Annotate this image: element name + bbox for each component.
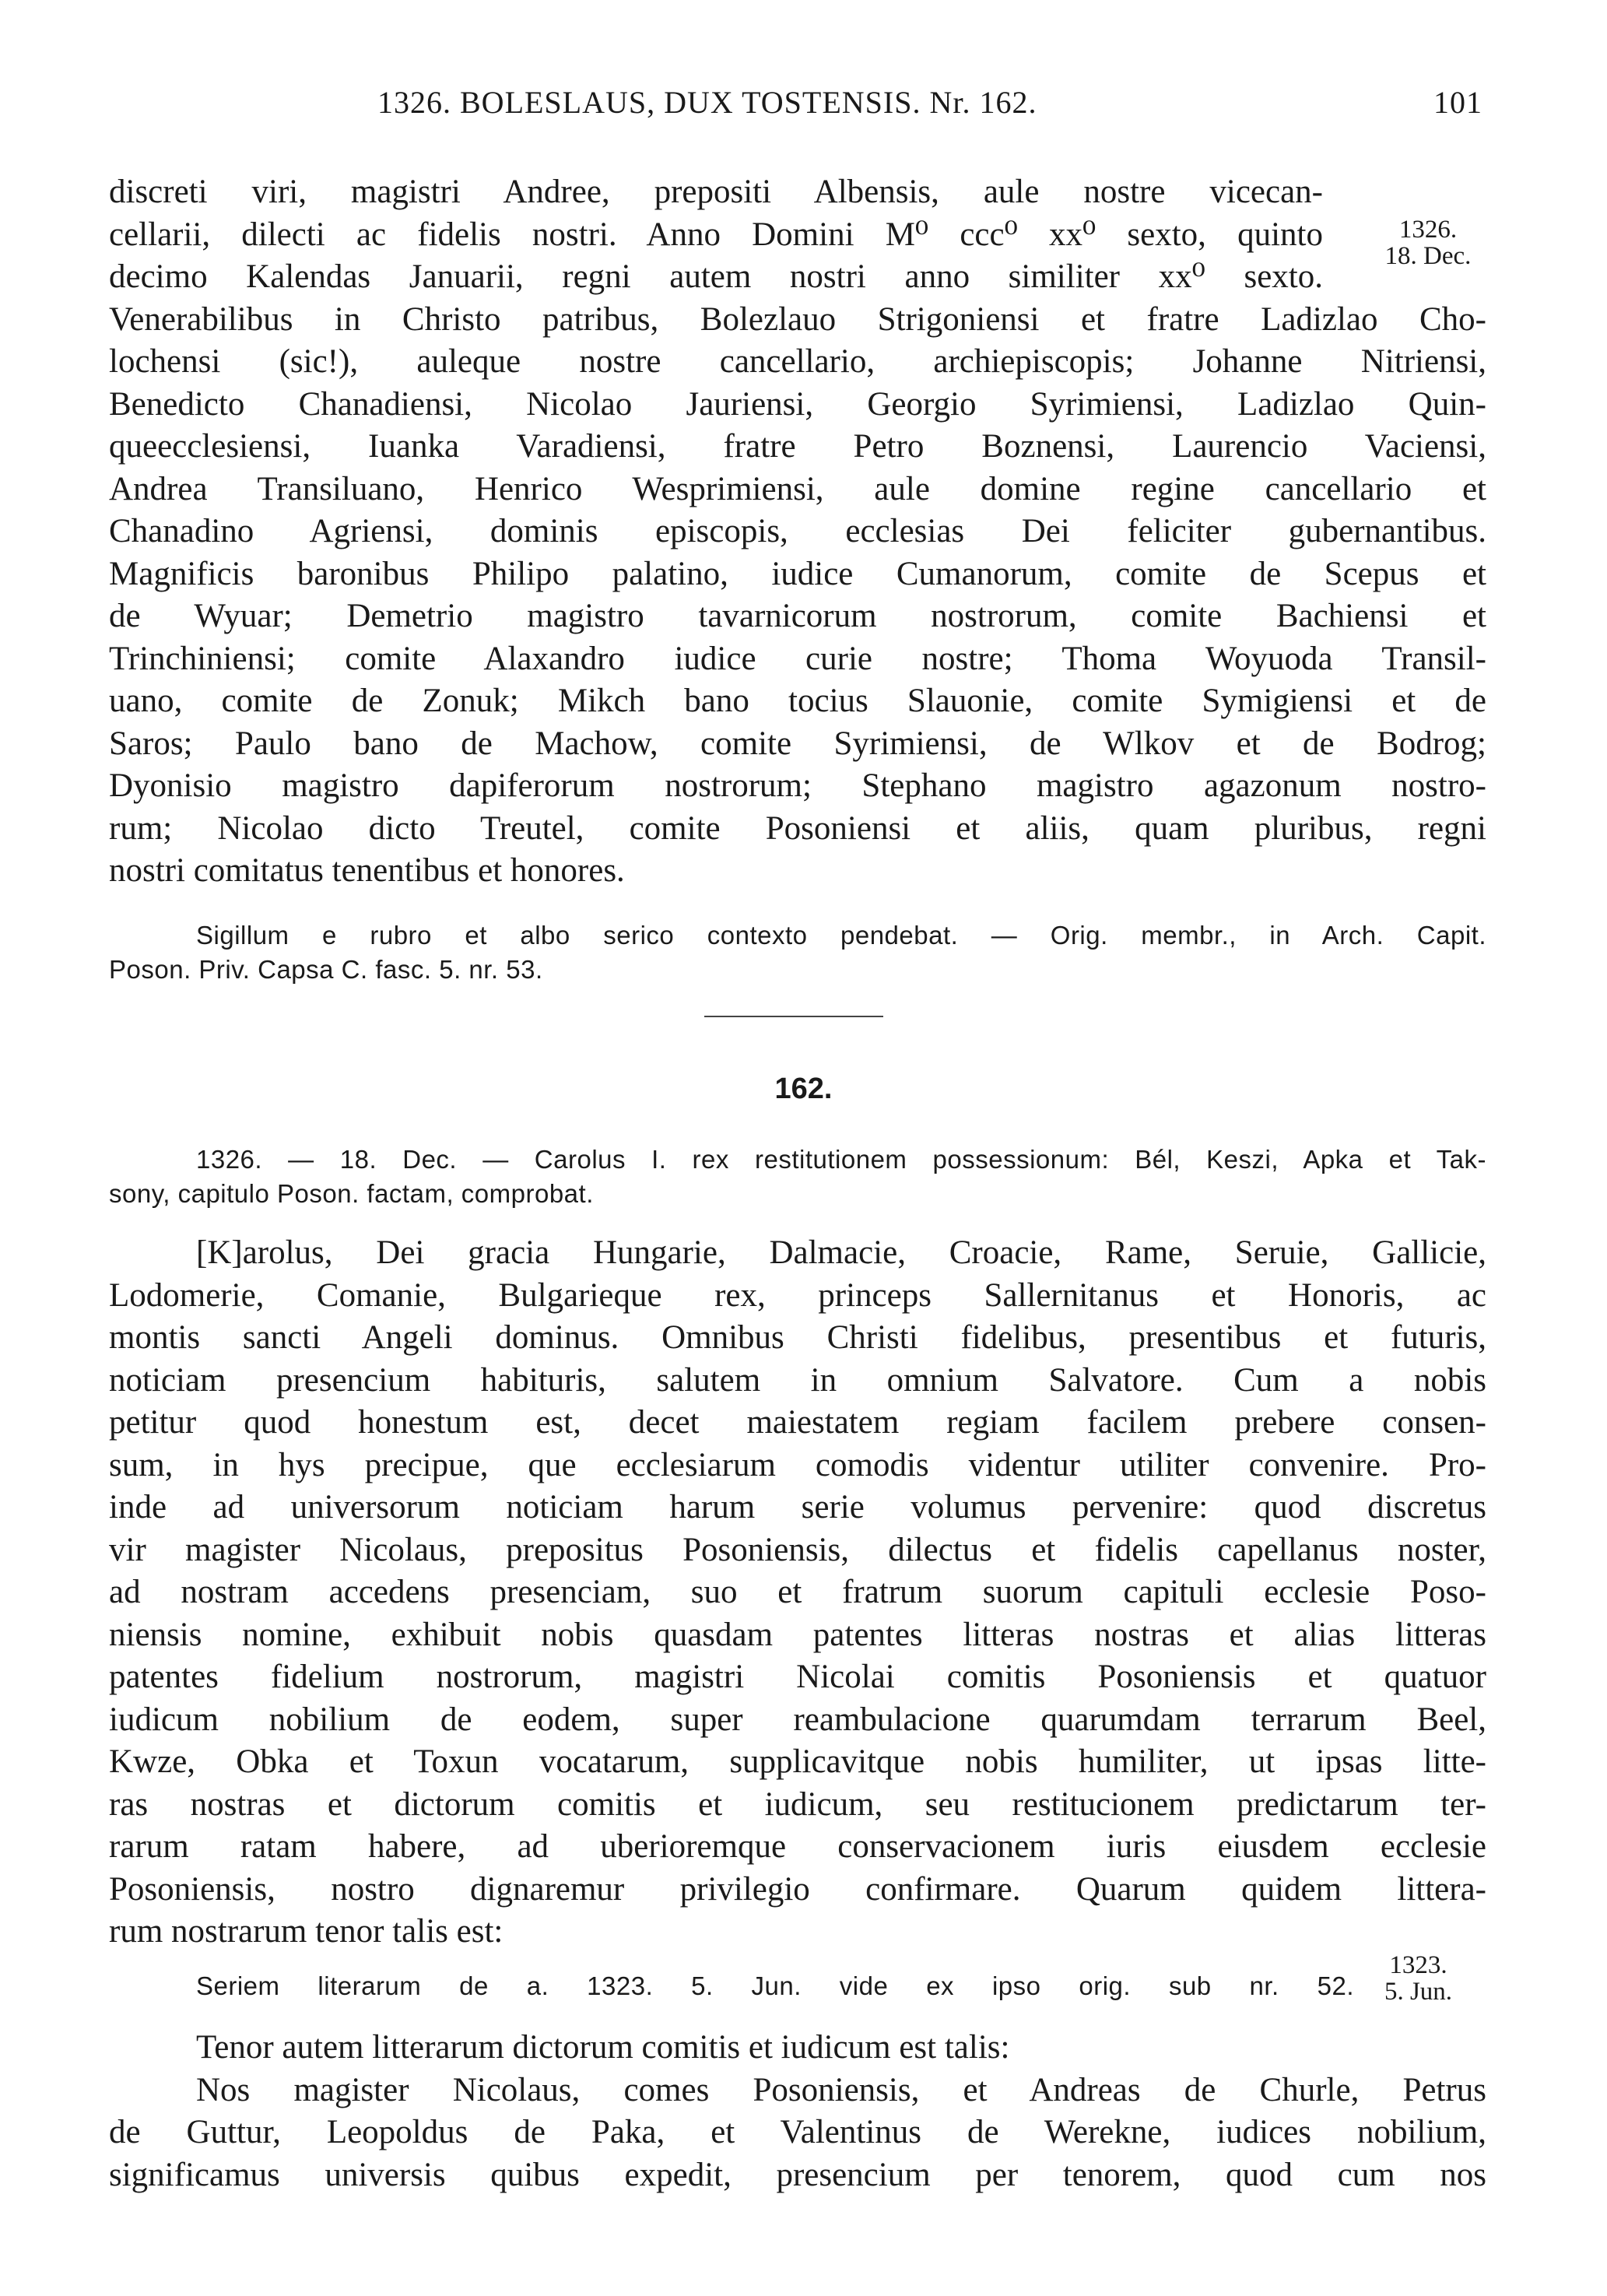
margin-day: 5. Jun. [1384,1978,1453,2006]
regest-summary [109,1143,1486,1211]
text-line: rum nostrarum tenor talis est: [109,1913,504,1950]
text-line: Lodomerie, Comanie, Bulgarieque rex, princeps Sallernitanus et Honoris, ac [109,1276,1486,1314]
text-line: uano, comite de Zonuk; Mikch bano tocius Slauonie, comite Symigiensi et de [109,683,1486,719]
text-line: Dyonisio magistro dapiferorum nostrorum; Stephano magistro agazonum nostro- [109,767,1486,804]
source-note [109,918,1486,987]
text-line: rum; Nicolao dicto Treutel, comite Posoniensi et aliis, quam pluribus, regni [109,809,1486,847]
running-header [109,84,1482,131]
text-line: Tenor autem litterarum dictorum comitis et iudicum est talis: [196,2029,1010,2066]
text-line: Andrea Transiluano, Henrico Wesprimiensi, aule domine regine cancellario et [109,470,1486,507]
text-line: nostri comitatus tenentibus et honores. [109,852,625,889]
text-line: Venerabilibus in Christo patribus, Bolezlauo Strigoniensi et fratre Ladizlao Cho- [109,300,1486,338]
text-line: petitur quod honestum est, decet maiestatem regiam facilem prebere consen- [109,1404,1486,1441]
text-line: cellarii, dilecti ac fidelis nostri. Anno Domini M⁰ ccc⁰ xx⁰ sexto, quinto [109,216,1323,253]
text-line: significamus universis quibus expedit, presencium per tenorem, quod cum nos [109,2156,1486,2193]
margin-year: 1323. [1389,1951,1447,1979]
text-line: vir magister Nicolaus, prepositus Posoniensis, dilectus et fidelis capellanus noster, [109,1531,1486,1568]
charter-text-inserted [109,2027,1486,2196]
regest-line: sony, capitulo Poson. factam, comprobat. [109,1179,594,1208]
text-line: Benedicto Chanadiensi, Nicolao Jauriensi, Georgio Syrimiensi, Ladizlao Quin- [109,385,1486,423]
regest-line: 1326. — 18. Dec. — Carolus I. rex restitutionem possessionum: Bél, Keszi, Apka et Tak- [196,1145,1486,1174]
text-line: niensis nomine, exhibuit nobis quasdam patentes litteras nostras et alias litteras [109,1616,1486,1653]
text-line: Chanadino Agriensi, dominis episcopis, ecclesias Dei feliciter gubernantibus. [109,513,1486,549]
text-line: lochensi (sic!), auleque nostre cancellario, archiepiscopis; Johanne Nitriensi, [109,343,1486,380]
text-line: Saros; Paulo bano de Machow, comite Syrimiensi, de Wlkov et de Bodrog; [109,725,1486,762]
margin-date-1323 [1350,1952,1486,2005]
header-title: 1326. BOLESLAUS, DUX TOSTENSIS. Nr. 162. [377,85,1037,120]
text-line: inde ad universorum noticiam harum serie volumus pervenire: quod discretus [109,1489,1486,1525]
margin-year: 1326. [1398,216,1458,244]
text-line: patentes fidelium nostrorum, magistri Nicolai comitis Posoniensis et quatuor [109,1659,1486,1695]
page-number: 101 [1433,85,1482,120]
reference-note [109,1969,1354,2003]
text-line: de Wyuar; Demetrio magistro tavarnicorum nostrorum, comite Bachiensi et [109,598,1486,634]
text-line: ras nostras et dictorum comitis et iudicum, seu restitucionem predictarum ter- [109,1785,1486,1823]
note-line: Sigillum e rubro et albo serico contexto pendebat. — Orig. membr., in Arch. Capit. [196,921,1486,950]
document-number: 162. [774,1073,833,1105]
text-line: ad nostram accedens presenciam, suo et fratrum suorum capituli ecclesie Poso- [109,1574,1486,1610]
text-line: Magnificis baronibus Philipo palatino, iudice Cumanorum, comite de Scepus et [109,555,1486,592]
text-line: queecclesiensi, Iuanka Varadiensi, fratre Petro Boznensi, Laurencio Vaciensi, [109,428,1486,465]
note-line: Poson. Priv. Capsa C. fasc. 5. nr. 53. [109,955,543,984]
charter-text-continued [109,171,1486,893]
text-line: Posoniensis, nostro dignaremur privilegio confirmare. Quarum quidem littera- [109,1870,1486,1908]
charter-text [109,1232,1486,1954]
text-line: Trinchiniensi; comite Alaxandro iudice curie nostre; Thoma Woyuoda Transil- [109,640,1486,677]
text-line: decimo Kalendas Januarii, regni autem nostri anno similiter xx⁰ sexto. [109,258,1323,295]
text-line: iudicum nobilium de eodem, super reambulacione quarumdam terrarum Beel, [109,1701,1486,1738]
text-line: noticiam presencium habituris, salutem in omnium Salvatore. Cum a nobis [109,1361,1486,1399]
text-line: Kwze, Obka et Toxun vocatarum, supplicavitque nobis humiliter, ut ipsas litte- [109,1743,1486,1780]
text-line: Nos magister Nicolaus, comes Posoniensis, et Andreas de Churle, Petrus [196,2071,1486,2108]
margin-day: 18. Dec. [1384,242,1472,270]
text-line: de Guttur, Leopoldus de Paka, et Valentinus de Werekne, iudices nobilium, [109,2114,1486,2150]
text-line: [K]arolus, Dei gracia Hungarie, Dalmacie, Croacie, Rame, Seruie, Gallicie, [196,1234,1486,1271]
section-divider [704,1016,883,1017]
text-line: discreti viri, magistri Andree, prepositi Albensis, aule nostre vicecan- [109,174,1323,210]
note-line: Seriem literarum de a. 1323. 5. Jun. vide ex ipso orig. sub nr. 52. [196,1971,1354,2000]
text-line: sum, in hys precipue, que ecclesiarum comodis videntur utiliter convenire. Pro- [109,1446,1486,1483]
margin-date-1326 [1370,216,1486,269]
text-line: rarum ratam habere, ad uberioremque conservacionem iuris eiusdem ecclesie [109,1828,1486,1865]
text-line: montis sancti Angeli dominus. Omnibus Christi fidelibus, presentibus et futuris, [109,1319,1486,1356]
